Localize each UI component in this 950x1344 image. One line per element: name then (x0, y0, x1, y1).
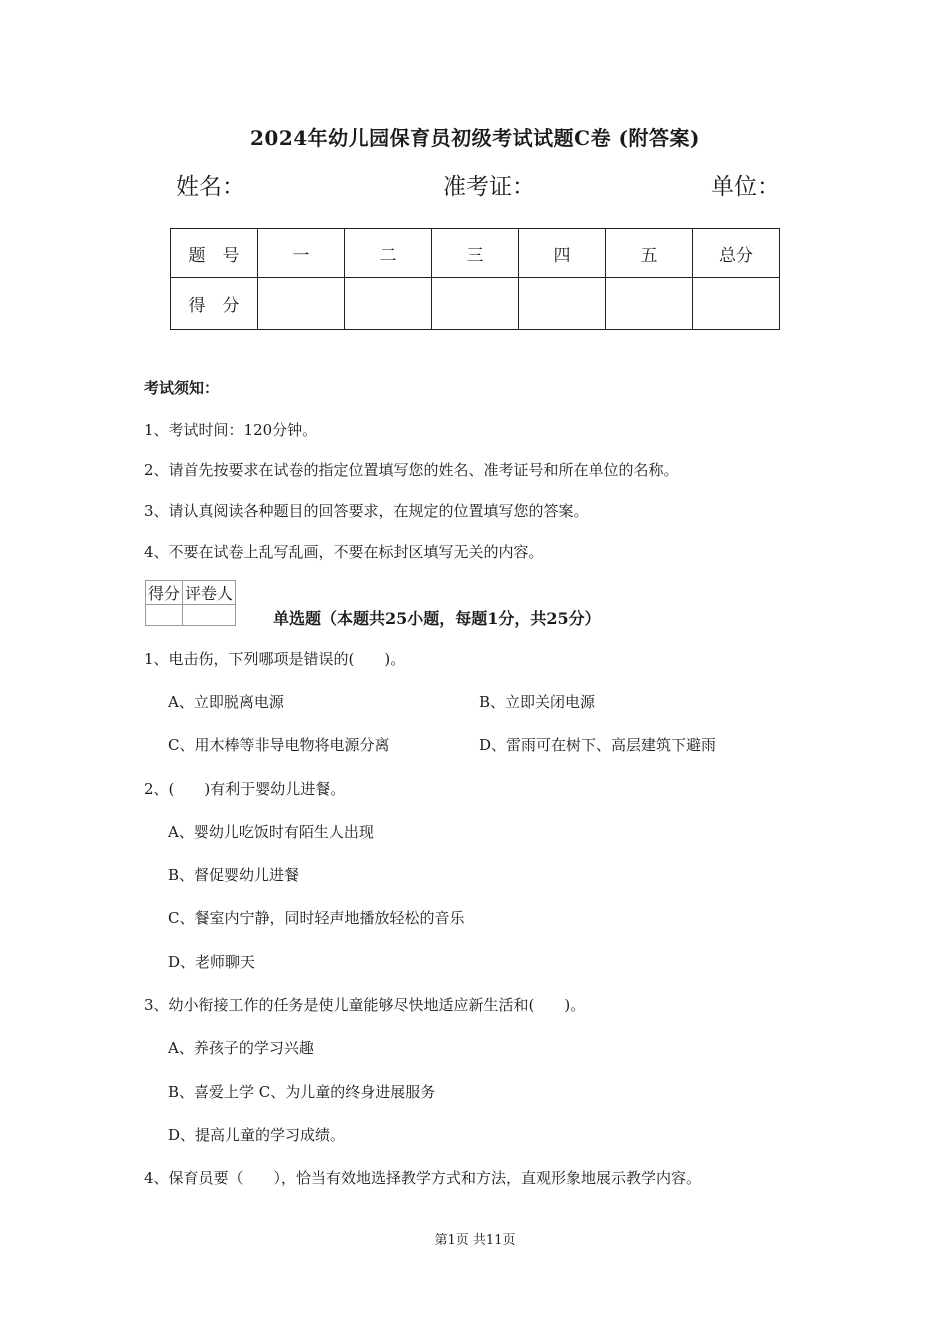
question-option: C、餐室内宁静，同时轻声地播放轻松的音乐 (168, 909, 465, 927)
question-option: B、督促婴幼儿进餐 (168, 866, 300, 884)
question-option: D、提高儿童的学习成绩。 (168, 1126, 346, 1144)
notice-item: 4、不要在试卷上乱写乱画，不要在标封区填写无关的内容。 (144, 543, 544, 561)
notice-item: 3、请认真阅读各种题目的回答要求，在规定的位置填写您的答案。 (144, 502, 589, 520)
score-header-cell: 总分 (693, 229, 780, 278)
grader-reviewer-label: 评卷人 (183, 581, 236, 605)
score-table-score-row (171, 278, 780, 330)
question-option: D、雷雨可在树下、高层建筑下避雨 (479, 736, 717, 754)
question-stem: 3、幼小衔接工作的任务是使儿童能够尽快地适应新生活和( )。 (144, 996, 586, 1014)
section-title: 单选题（本题共25小题，每题1分，共25分） (273, 609, 601, 628)
question-option: A、立即脱离电源 (168, 693, 284, 711)
score-header-cell: 二 (345, 229, 432, 278)
score-row-label: 得 分 (171, 278, 258, 330)
grader-score-cell (146, 605, 183, 626)
score-cell (258, 278, 345, 330)
score-cell (345, 278, 432, 330)
page-footer: 第1页 共11页 (434, 1233, 516, 1248)
question-stem: 4、保育员要（ ），恰当有效地选择教学方式和方法，直观形象地展示教学内容。 (144, 1169, 702, 1187)
score-table (170, 228, 780, 330)
question-stem: 1、电击伤，下列哪项是错误的( )。 (144, 650, 406, 668)
score-cell (432, 278, 519, 330)
score-header-cell: 三 (432, 229, 519, 278)
score-header-cell: 题 号 (171, 229, 258, 278)
grader-box (145, 580, 236, 626)
notice-heading: 考试须知： (144, 379, 220, 397)
score-cell (606, 278, 693, 330)
exam-number-label: 准考证： (443, 174, 535, 200)
score-cell (519, 278, 606, 330)
score-header-cell: 五 (606, 229, 693, 278)
score-table-header-row (171, 229, 780, 278)
question-stem: 2、( )有利于婴幼儿进餐。 (144, 780, 346, 798)
grader-reviewer-cell (183, 605, 236, 626)
score-cell (693, 278, 780, 330)
question-option: C、用木棒等非导电物将电源分离 (168, 736, 390, 754)
score-header-cell: 四 (519, 229, 606, 278)
unit-label: 单位： (711, 174, 780, 200)
notice-item: 2、请首先按要求在试卷的指定位置填写您的姓名、准考证号和所在单位的名称。 (144, 461, 679, 479)
name-label: 姓名： (176, 174, 245, 200)
question-option: D、老师聊天 (168, 953, 256, 971)
document-title: 2024年幼儿园保育员初级考试试题C卷 (附答案) (250, 126, 700, 150)
question-option: B、立即关闭电源 (479, 693, 596, 711)
question-option: B、喜爱上学 C、为儿童的终身进展服务 (168, 1083, 436, 1101)
notice-item: 1、考试时间：120分钟。 (144, 421, 318, 439)
question-option: A、婴幼儿吃饭时有陌生人出现 (168, 823, 374, 841)
grader-score-label: 得分 (146, 581, 183, 605)
score-header-cell: 一 (258, 229, 345, 278)
question-option: A、养孩子的学习兴趣 (168, 1039, 314, 1057)
